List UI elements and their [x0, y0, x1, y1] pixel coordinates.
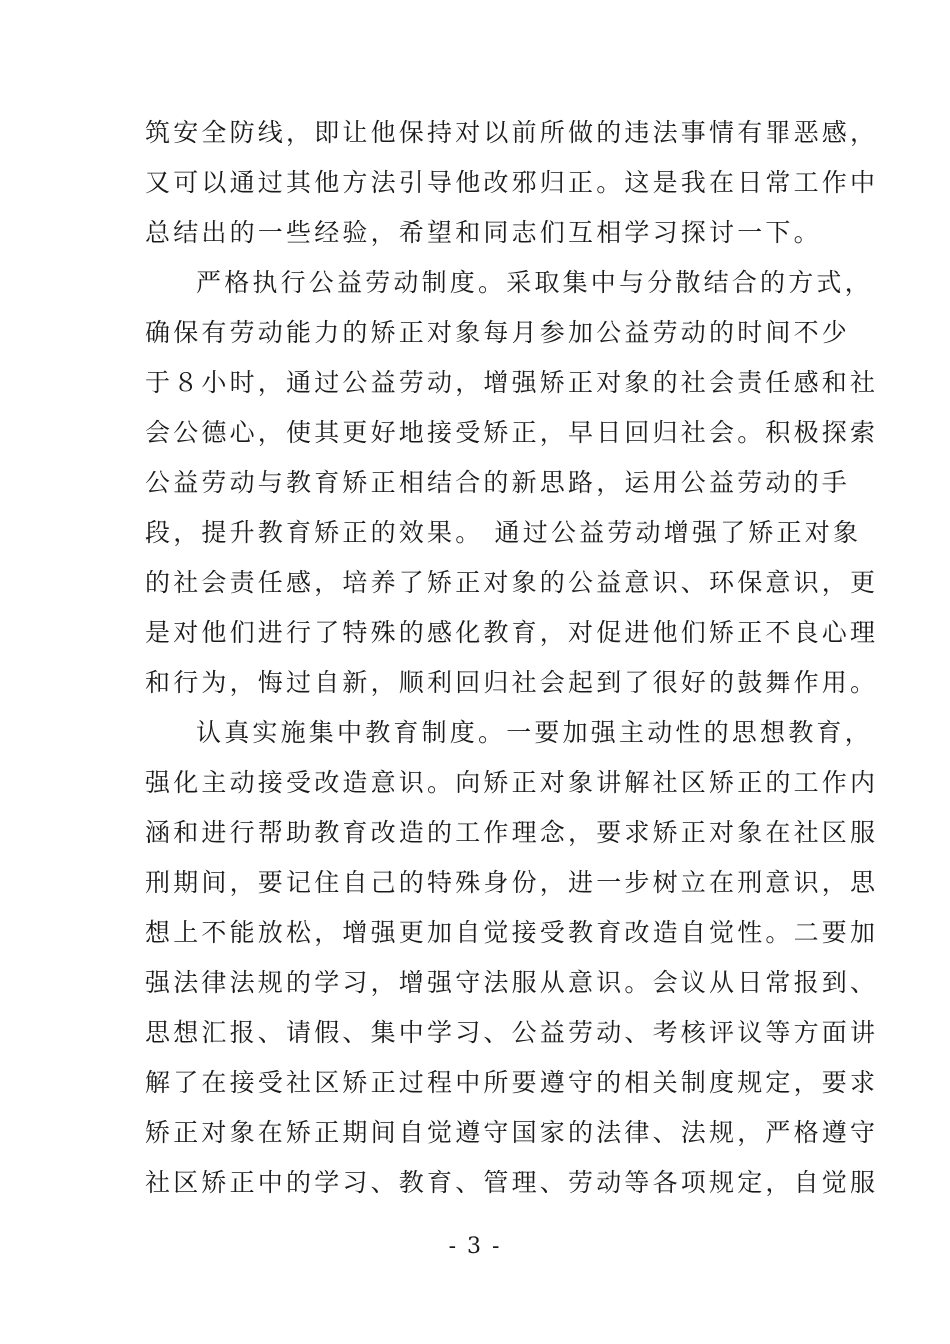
text-line: 社区矫正中的学习、教育、管理、劳动等各项规定，自觉服 [145, 1168, 879, 1197]
text-line: 刑期间，要记住自己的特殊身份，进一步树立在刑意识，思 [145, 868, 879, 897]
text-line: 的社会责任感，培养了矫正对象的公益意识、环保意识，更 [145, 568, 879, 597]
text-line: 涵和进行帮助教育改造的工作理念，要求矫正对象在社区服 [145, 818, 879, 847]
page-number: - 3 - [448, 1234, 502, 1259]
text-line: 段，提升教育矫正的效果。 通过公益劳动增强了矫正对象 [145, 518, 862, 547]
text-line: 公益劳动与教育矫正相结合的新思路，运用公益劳动的手 [145, 468, 851, 497]
text-line: 又可以通过其他方法引导他改邪归正。这是我在日常工作中 [145, 168, 879, 197]
text-line: 和行为，悔过自新，顺利回归社会起到了很好的鼓舞作用。 [145, 668, 879, 697]
text-line: 筑安全防线，即让他保持对以前所做的违法事情有罪恶感， [145, 118, 879, 147]
text-line: 确保有劳动能力的矫正对象每月参加公益劳动的时间不少 [145, 318, 851, 347]
text-line: 解了在接受社区矫正过程中所要遵守的相关制度规定，要求 [145, 1068, 879, 1097]
text-line: 于８小时，通过公益劳动，增强矫正对象的社会责任感和社 [145, 368, 879, 397]
text-line: 想上不能放松，增强更加自觉接受教育改造自觉性。二要加 [145, 918, 879, 947]
text-line: 矫正对象在矫正期间自觉遵守国家的法律、法规，严格遵守 [145, 1118, 879, 1147]
text-line: 思想汇报、请假、集中学习、公益劳动、考核评议等方面讲 [145, 1018, 879, 1047]
paragraph-start-line: 认真实施集中教育制度。一要加强主动性的思想教育， [196, 718, 873, 747]
paragraph-start-line: 严格执行公益劳动制度。采取集中与分散结合的方式， [196, 268, 873, 297]
text-line: 强化主动接受改造意识。向矫正对象讲解社区矫正的工作内 [145, 768, 879, 797]
text-line: 会公德心，使其更好地接受矫正，早日回归社会。积极探索 [145, 418, 879, 447]
text-line: 是对他们进行了特殊的感化教育，对促进他们矫正不良心理 [145, 618, 879, 647]
text-line: 总结出的一些经验，希望和同志们互相学习探讨一下。 [145, 218, 822, 247]
text-line: 强法律法规的学习，增强守法服从意识。会议从日常报到、 [145, 968, 879, 997]
